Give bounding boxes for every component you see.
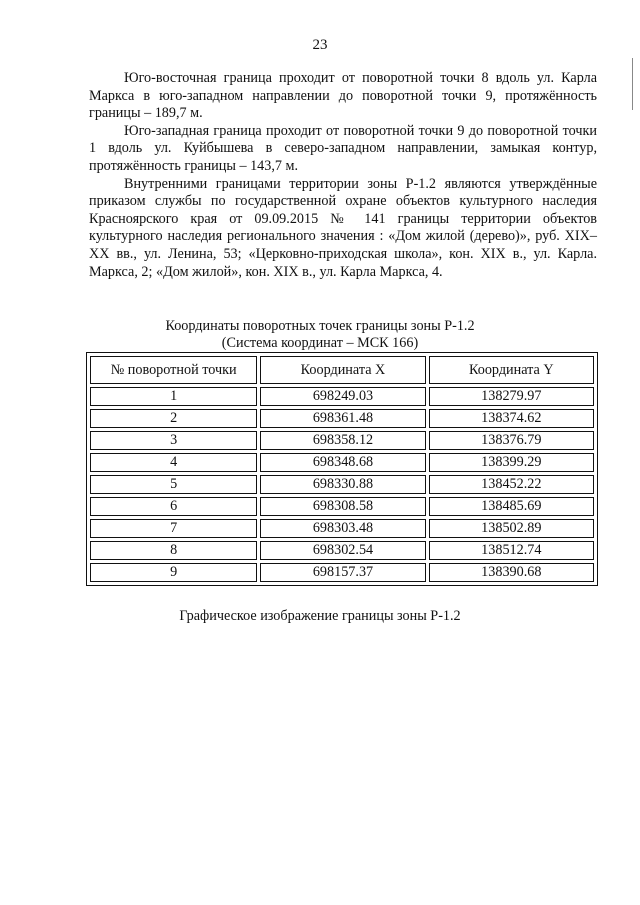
table-row [90, 497, 594, 516]
cell-coordinate-x: 698303.48 [260, 519, 425, 538]
cell-coordinate-y: 138502.89 [429, 519, 594, 538]
table-title: Координаты поворотных точек границы зоны Р-1.2 [165, 318, 475, 334]
cell-coordinate-x: 698358.12 [260, 431, 425, 450]
table-row [90, 475, 594, 494]
cell-coordinate-x: 698249.03 [260, 387, 425, 406]
figure-caption: Графическое изображение границы зоны Р-1.2 [179, 608, 461, 624]
table-row [90, 541, 594, 560]
cell-coordinate-y: 138399.29 [429, 453, 594, 472]
cell-point-number: 3 [90, 431, 257, 450]
body-text [89, 70, 597, 281]
cell-coordinate-x: 698361.48 [260, 409, 425, 428]
cell-coordinate-x: 698348.68 [260, 453, 425, 472]
cell-coordinate-y: 138452.22 [429, 475, 594, 494]
page-edge-mark [632, 58, 633, 110]
cell-coordinate-y: 138512.74 [429, 541, 594, 560]
table-row [90, 431, 594, 450]
coordinates-table [86, 352, 598, 586]
table-subtitle: (Система координат – МСК 166) [221, 335, 419, 351]
cell-coordinate-x: 698308.58 [260, 497, 425, 516]
cell-point-number: 7 [90, 519, 257, 538]
paragraph-southeast-border: Юго-восточная граница проходит от поворотной точки 8 вдоль ул. Карла Маркса в юго-западном направлении до поворотной точки 9, протяжённость границы – 189,7 м. [89, 70, 597, 122]
paragraph-internal-borders: Внутренними границами территории зоны Р-1.2 являются утверждённые приказом службы по государственной охране объектов культурного наследия Красноярского края от 09.09.2015 № 141 границы территории объектов культурного наследия регионального значения : «Дом жилой (дерево)», руб. XIX–XX вв., ул. Ленина, 53; «Церковно-приходская школа», кон. XIX в., ул. Карла. Маркса, 2; «Дом жилой», кон. XIX в., ул. Карла Маркса, 4. [89, 175, 597, 280]
table-row [90, 453, 594, 472]
table-row [90, 519, 594, 538]
cell-point-number: 5 [90, 475, 257, 494]
cell-point-number: 1 [90, 387, 257, 406]
cell-coordinate-y: 138485.69 [429, 497, 594, 516]
cell-point-number: 6 [90, 497, 257, 516]
table-caption [0, 318, 640, 352]
page-number: 23 [312, 37, 328, 53]
cell-point-number: 4 [90, 453, 257, 472]
header-coordinate-y: Координата Y [429, 356, 594, 384]
header-point-number: № поворотной точки [90, 356, 257, 384]
table-row [90, 387, 594, 406]
table-row [90, 409, 594, 428]
table-header-row [90, 356, 594, 384]
cell-coordinate-x: 698157.37 [260, 563, 425, 582]
cell-point-number: 9 [90, 563, 257, 582]
cell-coordinate-y: 138374.62 [429, 409, 594, 428]
cell-coordinate-x: 698330.88 [260, 475, 425, 494]
table-row [90, 563, 594, 582]
cell-coordinate-y: 138390.68 [429, 563, 594, 582]
cell-coordinate-x: 698302.54 [260, 541, 425, 560]
cell-point-number: 8 [90, 541, 257, 560]
cell-coordinate-y: 138279.97 [429, 387, 594, 406]
cell-point-number: 2 [90, 409, 257, 428]
paragraph-southwest-border: Юго-западная граница проходит от поворотной точки 9 до поворотной точки 1 вдоль ул. Куйбышева в северо-западном направлении, замыкая контур, протяжённость границы – 143,7 м. [89, 122, 597, 174]
cell-coordinate-y: 138376.79 [429, 431, 594, 450]
header-coordinate-x: Координата X [260, 356, 425, 384]
